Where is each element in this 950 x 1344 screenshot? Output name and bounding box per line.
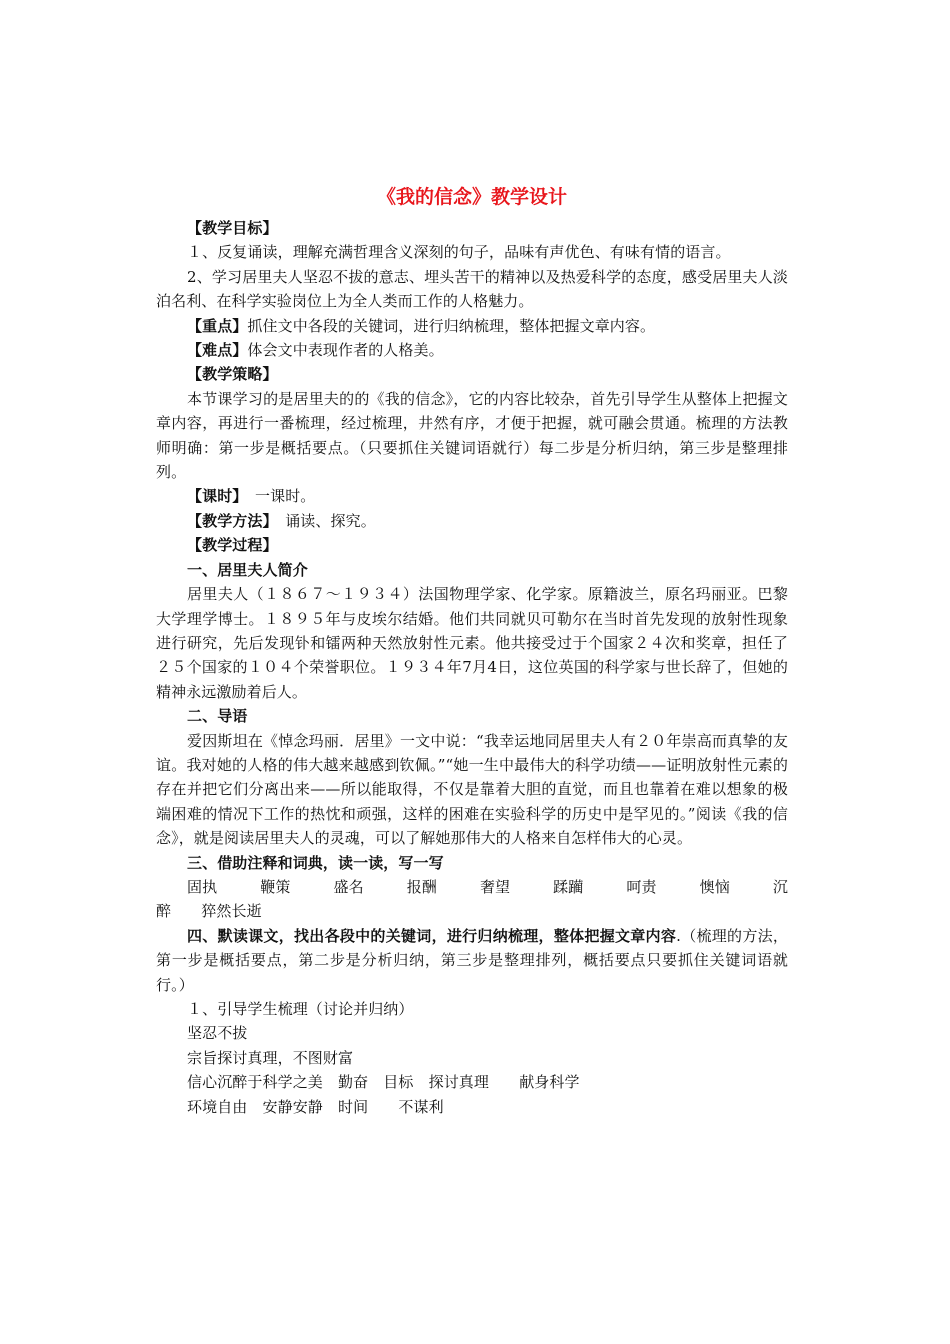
vocab-word: 蹂躏 [553, 877, 584, 896]
key-point [156, 314, 788, 338]
difficulty-label: 【难点】 [187, 341, 248, 360]
vocab-word: 奢望 [479, 877, 511, 896]
method-text: 诵读、探究。 [270, 511, 376, 530]
section4-line: 信心沉醉于科学之美 勤奋 目标 探讨真理 献身科学 [187, 1073, 580, 1092]
goals-heading: 【教学目标】 [187, 219, 278, 237]
process-heading: 【教学过程】 [187, 536, 278, 555]
vocab-word: 沉 [772, 877, 788, 896]
section2-text: 爱因斯坦在《悼念玛丽．居里》一文中说：“我幸运地同居里夫人有２０年崇高而真挚的友谊。我对她的人格的伟大越来越感到钦佩。”“她一生中最伟大的科学功绩——证明放射性元素的存在并把它们分离出来——所以能取得，不仅是靠着大胆的直觉，而且也靠着在难以想象的极端困难的情况下工作的热忱和顽强，这样的困难在实验科学的历史中是罕见的。”阅读《我的信念》，就是阅读居里夫人的灵魂，可以了解她那伟大的人格来自怎样伟大的心灵。 [156, 731, 788, 848]
section2-heading: 二、导语 [187, 707, 248, 726]
vocab-word: 盛名 [333, 877, 364, 896]
section1-heading: 一、居里夫人简介 [187, 560, 308, 579]
method-label: 【教学方法】 [187, 511, 271, 530]
vocab-row [156, 875, 788, 899]
document-page [156, 184, 788, 1119]
hours [156, 484, 788, 508]
key-point-text: 抓住文中各段的关键词，进行归纳梳理，整体把握文章内容。 [247, 316, 656, 335]
vocab-row-2: 醉 猝然长逝 [156, 902, 262, 921]
section4-heading: 四、默读课文，找出各段中的关键词，进行归纳梳理，整体把握文章内容 [187, 926, 677, 945]
vocab-word: 固执 [187, 877, 218, 896]
vocab-word: 鞭策 [260, 877, 291, 896]
section4-text: .（梳理的方法，第一步是概括要点，第二步是分析归纳，第三步是整理排列，概括要点只要抓住关键词语就行。） [156, 926, 789, 994]
method [156, 509, 788, 533]
section4-line: 宗旨探讨真理，不图财富 [187, 1048, 354, 1067]
key-point-label: 【重点】 [187, 316, 248, 335]
section1-text: 居里夫人（１８６７～１９３４）法国物理学家、化学家。原籍波兰，原名玛丽亚。巴黎大学理学博士。１８９５年与皮埃尔结婚。他们共同就贝可勒尔在当时首先发现的放射性现象进行研究，先后发现钋和镭两种天然放射性元素。他共接受过于个国家２４次和奖章，担任了２５个国家的１０４个荣誉职位。１９３４年7月4日，这位英国的科学家与世长辞了，但她的精神永远激励着后人。 [156, 585, 788, 701]
goal-item-2: 2、学习居里夫人坚忍不拔的意志、埋头苦干的精神以及热爱科学的态度，感受居里夫人淡泊名利、在科学实验岗位上为全人类而工作的人格魅力。 [156, 267, 788, 311]
section4-line: 坚忍不拔 [187, 1024, 248, 1043]
section4-paragraph [156, 924, 788, 997]
section4-sub1: １、引导学生梳理（讨论并归纳） [187, 1000, 414, 1018]
difficulty-text: 体会文中表现作者的人格美。 [247, 341, 444, 360]
document-title: 《我的信念》教学设计 [376, 186, 567, 208]
section4-line: 环境自由 安静安静 时间 不谋利 [187, 1097, 444, 1116]
vocab-word: 懊恼 [699, 877, 730, 896]
vocab-word: 呵责 [626, 877, 657, 896]
hours-label: 【课时】 [187, 487, 240, 506]
section3-heading: 三、借助注释和词典，读一读，写一写 [187, 853, 444, 872]
strategy-heading: 【教学策略】 [187, 365, 278, 384]
difficulty [156, 338, 788, 362]
strategy-text: 本节课学习的是居里夫的的《我的信念》，它的内容比较杂，首先引导学生从整体上把握文章内容，再进行一番梳理，经过梳理，井然有序，才便于把握，就可融会贯通。梳理的方法教师明确：第一步是概括要点。（只要抓住关键词语就行）每二步是分析归纳，第三步是整理排列。 [156, 389, 788, 482]
vocab-word: 报酬 [406, 877, 437, 896]
goal-item-1: １、反复诵读，理解充满哲理含义深刻的句子，品味有声优色、有味有情的语言。 [187, 243, 731, 262]
hours-text: 一课时。 [239, 487, 316, 506]
